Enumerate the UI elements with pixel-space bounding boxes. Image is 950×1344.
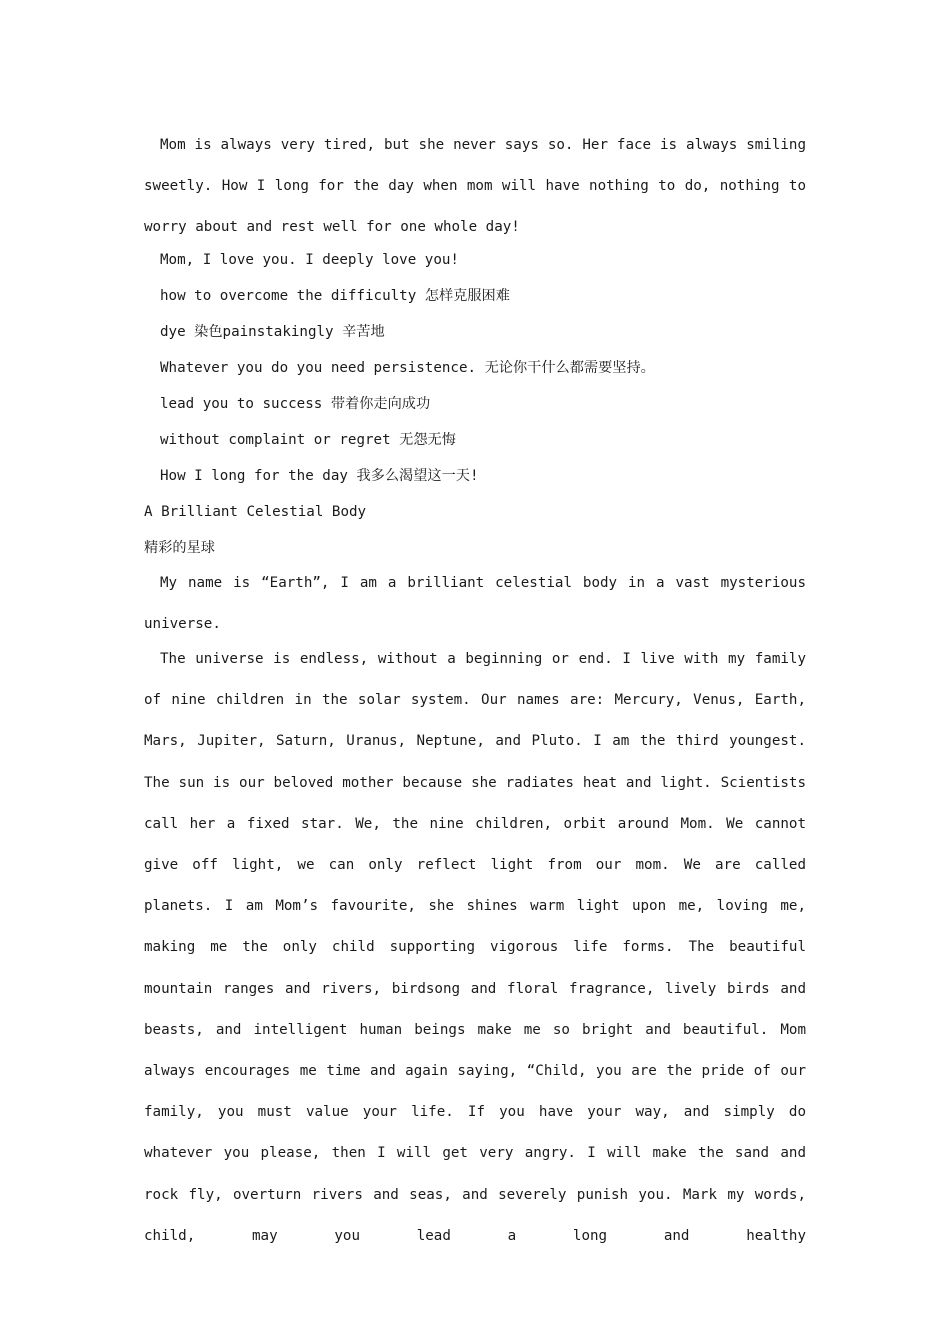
vocab-item: Whatever you do you need persistence. 无论你干什么都需要坚持。 [160,359,655,376]
vocab-item: without complaint or regret 无怨无悔 [160,431,456,448]
paragraph-universe: The universe is endless, without a beginning or end. I live with my family of nine children in the solar system. Our names are: Mercury, Venus, Earth, Mars, Jupiter, Saturn, Uranus, Neptune, and Pluto. I am the third youngest. The sun is our beloved mother because she radiates heat and light. Scientists call her a fixed star. We, the nine children, orbit around Mom. We cannot give off light, we can only reflect light from our mom. We are called planets. I am Mom’s favourite, she shines warm light upon me, loving me, making me the only child supporting vigorous life forms. The beautiful mountain ranges and rivers, birdsong and floral fragrance, lively birds and beasts, and intelligent human beings make me so bright and beautiful. Mom always encourages me time and again saying, “Child, you are the pride of our family, you must value your life. If you have your way, and simply do whatever you please, then I will get very angry. I will make the sand and rock fly, overturn rivers and seas, and severely punish you. Mark my words, child, may you lead a long and healthy [144,651,806,1244]
vocab-item: lead you to success 带着你走向成功 [160,395,431,412]
vocab-item: dye 染色painstakingly 辛苦地 [160,323,385,340]
paragraph-my-name: My name is “Earth”, I am a brilliant celestial body in a vast mysterious universe. [144,574,806,632]
vocab-item: How I long for the day 我多么渴望这一天! [160,467,479,484]
document-page [144,125,806,1257]
essay-title-chinese: 精彩的星球 [144,539,215,556]
paragraph-mom-tired: Mom is always very tired, but she never says so. Her face is always smiling sweetly. How I long for the day when mom will have nothing to do, nothing to worry about and rest well for one whole day! [144,137,806,236]
essay-title-english: A Brilliant Celestial Body [144,503,367,520]
vocab-item: how to overcome the difficulty 怎样克服困难 [160,287,510,304]
line-love-you: Mom, I love you. I deeply love you! [160,251,459,268]
